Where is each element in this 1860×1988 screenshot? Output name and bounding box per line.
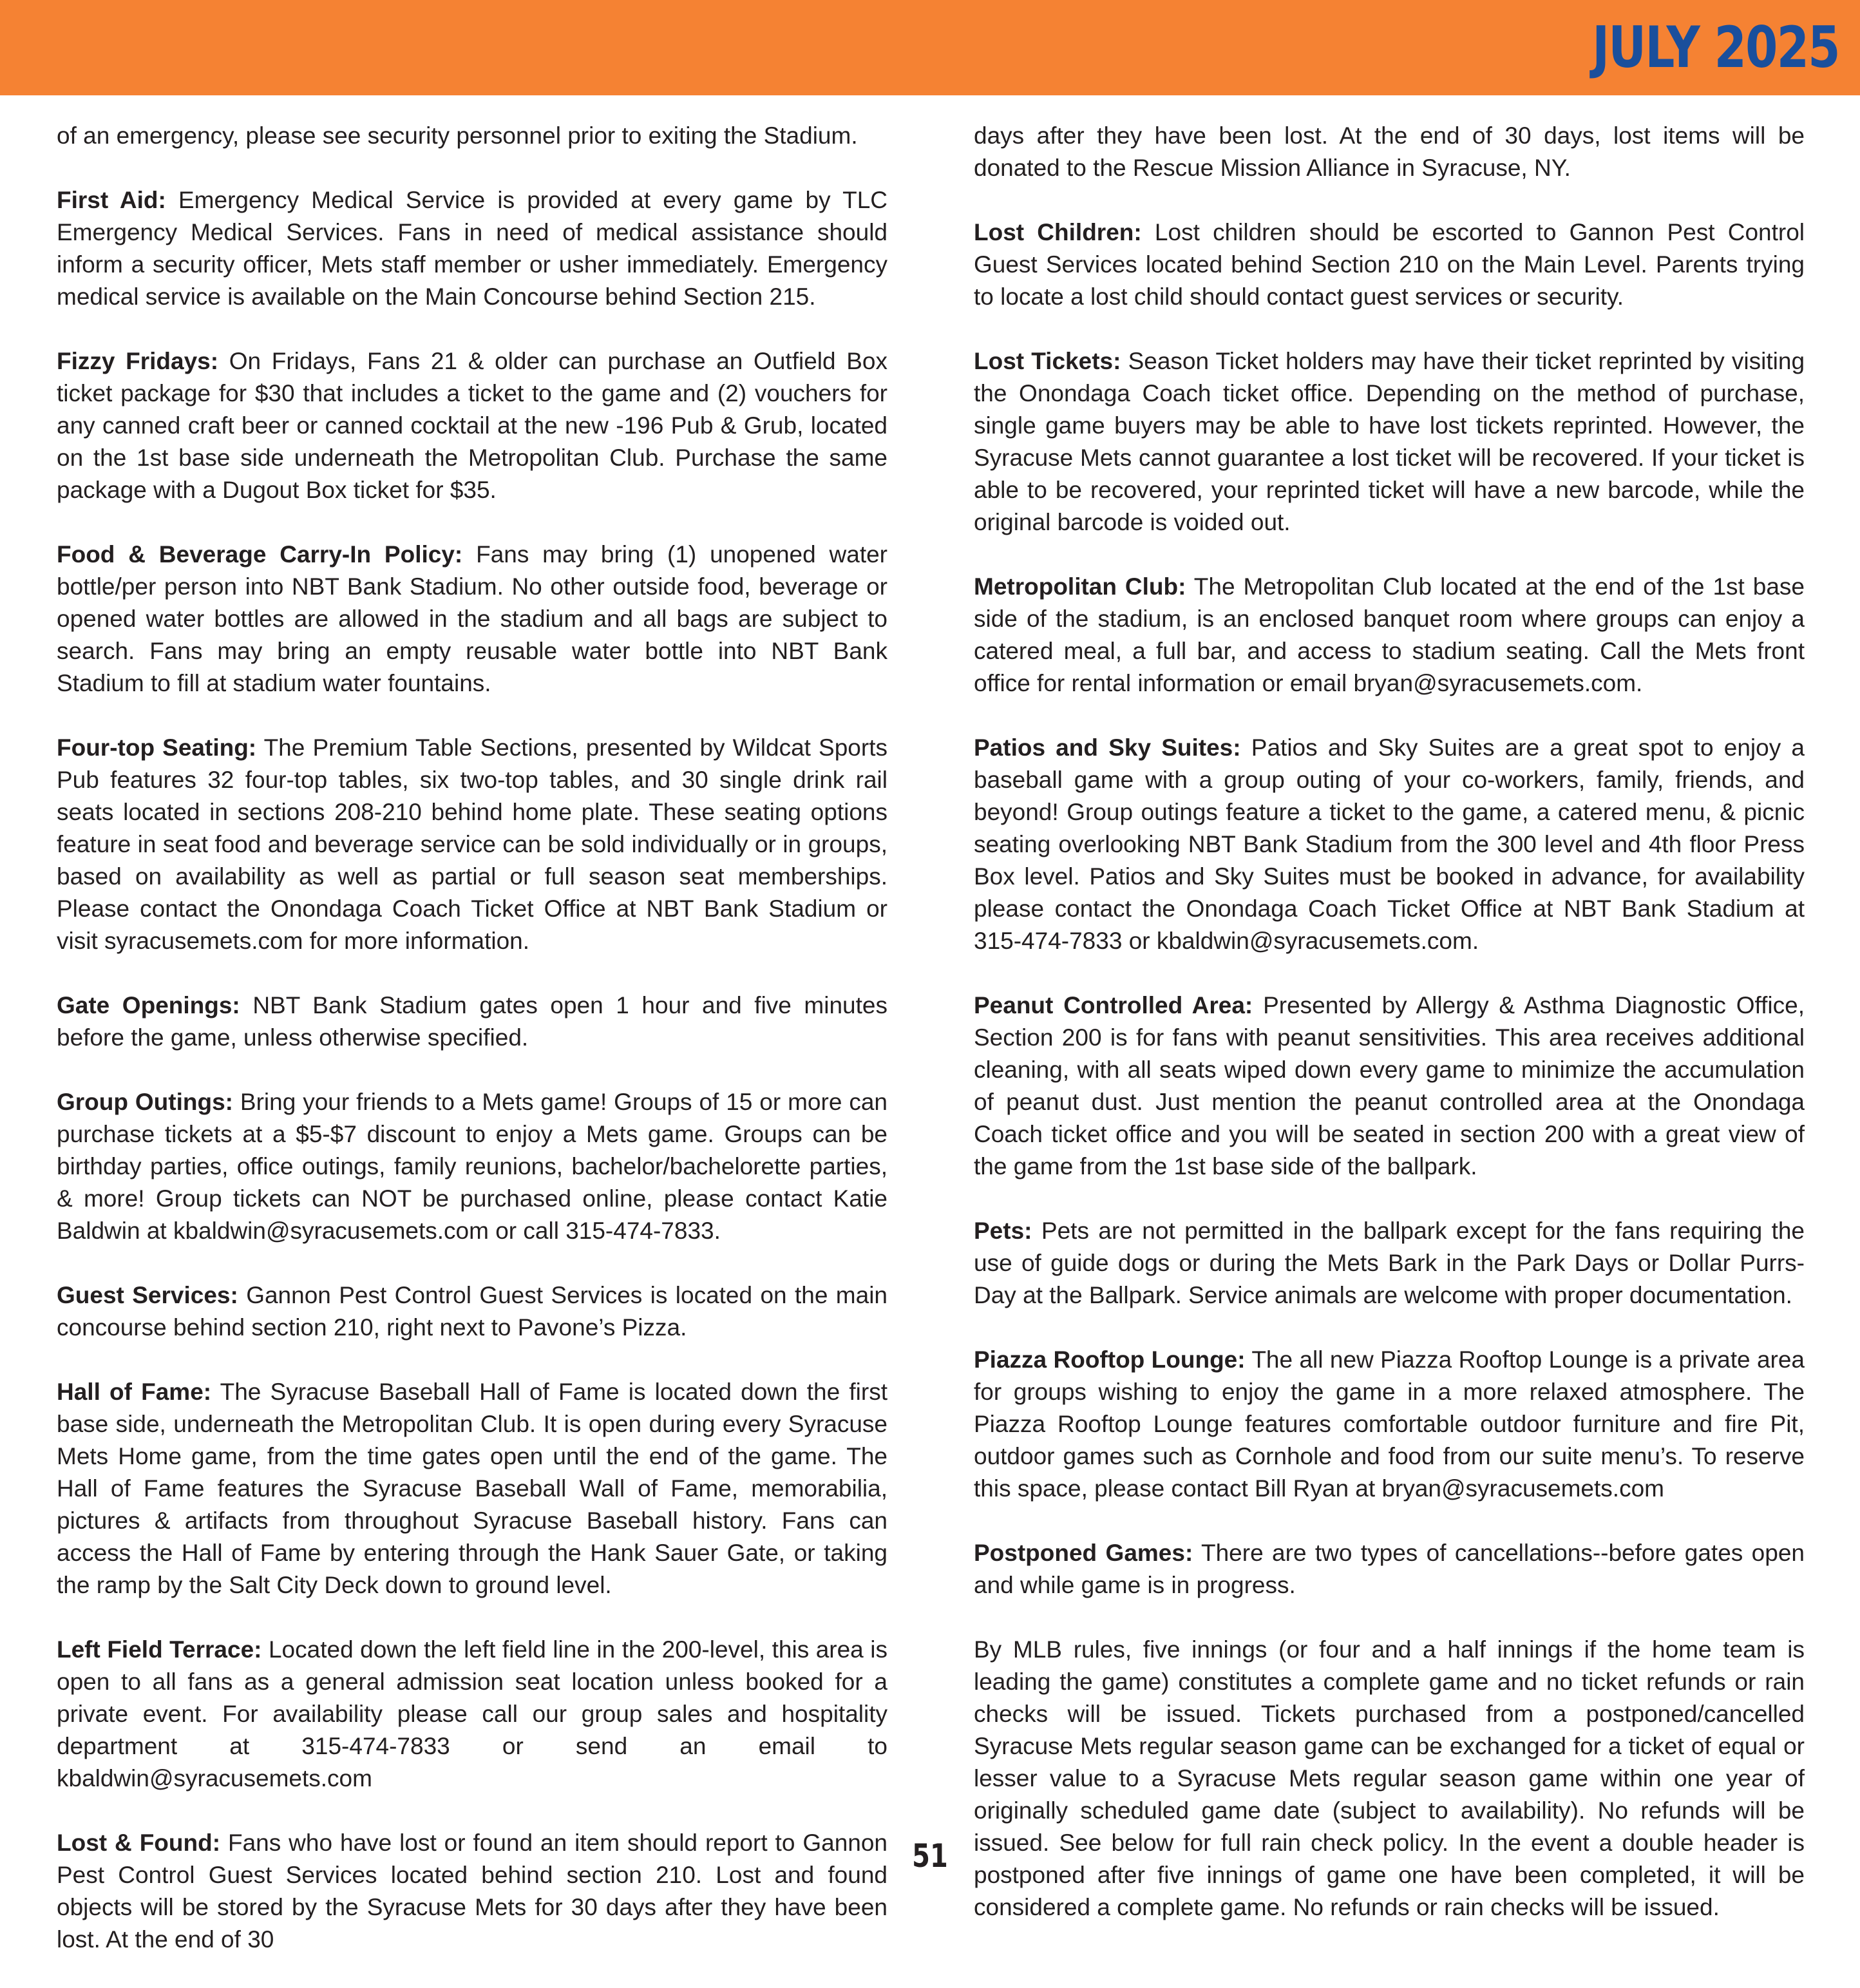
entry-text: Located down the left field line in the 200-level, this area is open to all fans as a general admission seat location unless booked for a private event. For availability please call our group sales and hospitality department at 315-474-7833 or send an email to kbaldwin@syracusemets.com	[57, 1636, 887, 1792]
right-column	[974, 120, 1805, 1956]
entry-text: Gannon Pest Control Guest Services is located on the main concourse behind section 210, right next to Pavone’s Pizza.	[57, 1282, 888, 1341]
list-item	[57, 539, 887, 700]
list-item	[974, 1215, 1805, 1312]
list-item	[974, 732, 1805, 957]
entry-text: Patios and Sky Suites are a great spot to enjoy a baseball game with a group outing of your co-workers, family, friends, and beyond! Group outings feature a ticket to the game, a catered menu, & picnic seating overlooking NBT Bank Stadium from the 300 level and 4th floor Press Box level. Patios and Sky Suites must be booked in advance, for availability please contact the Onondaga Coach Ticket Office at NBT Bank Stadium at 315-474-7833 or kbaldwin@syracusemets.com.	[974, 734, 1805, 954]
entry-text: Season Ticket holders may have their ticket reprinted by visiting the Onondaga Coach ticket office. Depending on the method of purchase, single game buyers may be able to have lost tickets reprinted. However, the Syracuse Mets cannot guarantee a lost ticket will be recovered. If your ticket is able to be recovered, your reprinted ticket will have a new barcode, while the original barcode is voided out.	[974, 348, 1805, 535]
entry-term: Peanut Controlled Area:	[974, 992, 1253, 1018]
entry-text: of an emergency, please see security personnel prior to exiting the Stadium.	[57, 122, 858, 149]
list-item	[57, 184, 887, 313]
header-bar	[0, 0, 1860, 95]
entry-term: Gate Openings:	[57, 992, 240, 1018]
entry-term: Four-top Seating:	[57, 734, 257, 761]
entry-text: The Syracuse Baseball Hall of Fame is located down the first base side, underneath the Metropolitan Club. It is open during every Syracuse Mets Home game, from the time gates open until the end of the game. The Hall of Fame features the Syracuse Baseball Wall of Fame, memorabilia, pictures & artifacts from throughout Syracuse Baseball history. Fans can access the Hall of Fame by entering through the Hank Sauer Gate, or taking the ramp by the Salt City Deck down to ground level.	[57, 1379, 887, 1598]
page-title: JULY 2025	[1592, 14, 1839, 81]
entry-text: Fans who have lost or found an item should report to Gannon Pest Control Guest Services located behind section 210. Lost and found objects will be stored by the Syracuse Mets for 30 days after they have been lost. At the end of 30	[57, 1830, 888, 1953]
entry-term: Hall of Fame:	[57, 1379, 212, 1405]
list-item	[57, 345, 887, 506]
entry-term: Group Outings:	[57, 1089, 233, 1115]
entry-text: The Metropolitan Club located at the end of the 1st base side of the stadium, is an enclosed banquet room where groups can enjoy a catered meal, a full bar, and access to stadium seating. Call the Mets front office for rental information or email bryan@syracusemets.com.	[974, 573, 1805, 696]
entry-term: Left Field Terrace:	[57, 1636, 262, 1663]
entry-text: Lost children should be escorted to Gannon Pest Control Guest Services located behind Section 210 on the Main Level. Parents trying to locate a lost child should contact guest services or security.	[974, 219, 1805, 310]
list-item	[974, 120, 1805, 184]
entry-text: Bring your friends to a Mets game! Groups of 15 or more can purchase tickets at a $5-$7 discount to enjoy a Mets game. Groups can be birthday parties, office outings, family reunions, bachelor/bachelorette parties, & more! Group tickets can NOT be purchased online, please contact Katie Baldwin at kbaldwin@syracusemets.com or call 315-474-7833.	[57, 1089, 887, 1244]
entry-text: days after they have been lost. At the end of 30 days, lost items will be donated to the Rescue Mission Alliance in Syracuse, NY.	[974, 122, 1805, 181]
entry-text: Presented by Allergy & Asthma Diagnostic Office, Section 200 is for fans with peanut sensitivities. This area receives additional cleaning, with all seats wiped down every game to minimize the accumulation of peanut dust. Just mention the peanut controlled area at the Onondaga Coach ticket office and you will be seated in section 200 with a great view of the game from the 1st base side of the ballpark.	[974, 992, 1805, 1180]
entry-term: First Aid:	[57, 187, 166, 213]
entry-text: By MLB rules, five innings (or four and a half innings if the home team is leading the game) constitutes a complete game and no ticket refunds or rain checks will be issued. Tickets purchased from a postponed/cancelled Syracuse Mets regular season game can be exchanged for a ticket of equal or lesser value to a Syracuse Mets regular season game within one year of originally scheduled game date (subject to availability). No refunds will be issued. See below for full rain check policy. In the event a double header is postponed after five innings of game one have been completed, it will be considered a complete game. No refunds or rain checks will be issued.	[974, 1636, 1805, 1920]
entry-text: There are two types of cancellations--before gates open and while game is in progress.	[974, 1540, 1805, 1598]
entry-term: Piazza Rooftop Lounge:	[974, 1346, 1246, 1373]
entry-term: Lost Tickets:	[974, 348, 1121, 374]
list-item	[974, 1537, 1805, 1601]
list-item	[57, 989, 887, 1054]
entry-text: On Fridays, Fans 21 & older can purchase an Outfield Box ticket package for $30 that includes a ticket to the game and (2) vouchers for any canned craft beer or canned cocktail at the new -196 Pub & Grub, located on the 1st base side underneath the Metropolitan Club. Purchase the same package with a Dugout Box ticket for $35.	[57, 348, 887, 503]
entry-text: Emergency Medical Service is provided at every game by TLC Emergency Medical Services. Fans in need of medical assistance should inform a security officer, Mets staff member or usher immediately. Emergency medical service is available on the Main Concourse behind Section 215.	[57, 187, 887, 310]
entry-term: Patios and Sky Suites:	[974, 734, 1241, 761]
entry-text: NBT Bank Stadium gates open 1 hour and five minutes before the game, unless otherwise specified.	[57, 992, 887, 1051]
entry-text: The all new Piazza Rooftop Lounge is a private area for groups wishing to enjoy the game in a more relaxed atmosphere. The Piazza Rooftop Lounge features comfortable outdoor furniture and fire Pit, outdoor games such as Cornhole and food from our suite menu’s. To reserve this space, please contact Bill Ryan at bryan@syracusemets.com	[974, 1346, 1805, 1502]
entry-term: Pets:	[974, 1218, 1032, 1244]
page-number: 51	[912, 1837, 948, 1875]
list-item	[57, 1086, 887, 1247]
entry-term: Lost & Found:	[57, 1830, 221, 1856]
list-item	[974, 571, 1805, 700]
entry-text: Fans may bring (1) unopened water bottle/per person into NBT Bank Stadium. No other outside food, beverage or opened water bottles are allowed in the stadium and all bags are subject to search. Fans may bring an empty reusable water bottle into NBT Bank Stadium to fill at stadium water fountains.	[57, 541, 887, 696]
list-item	[57, 1376, 887, 1601]
entry-term: Food & Beverage Carry-In Policy:	[57, 541, 463, 568]
entry-term: Guest Services:	[57, 1282, 238, 1308]
list-item	[57, 1634, 887, 1795]
entry-text: Pets are not permitted in the ballpark except for the fans requiring the use of guide dogs or during the Mets Bark in the Park Days or Dollar Purrs-Day at the Ballpark. Service animals are welcome with proper documentation.	[974, 1218, 1805, 1308]
list-item	[57, 1827, 887, 1956]
list-item	[974, 1344, 1805, 1505]
list-item	[974, 1634, 1805, 1924]
list-item	[974, 216, 1805, 313]
list-item	[57, 1279, 887, 1344]
left-column	[57, 120, 887, 1988]
list-item	[974, 989, 1805, 1183]
entry-term: Postponed Games:	[974, 1540, 1193, 1566]
list-item	[57, 732, 887, 957]
entry-term: Fizzy Fridays:	[57, 348, 219, 374]
entry-text: The Premium Table Sections, presented by Wildcat Sports Pub features 32 four-top tables, six two-top tables, and 30 single drink rail seats located in sections 208-210 behind home plate. These seating options feature in seat food and beverage service can be sold individually or in groups, based on availability as well as partial or full season seat memberships. Please contact the Onondaga Coach Ticket Office at NBT Bank Stadium or visit syracusemets.com for more information.	[57, 734, 887, 954]
list-item	[974, 345, 1805, 539]
entry-term: Metropolitan Club:	[974, 573, 1186, 600]
entry-term: Lost Children:	[974, 219, 1142, 245]
list-item	[57, 120, 887, 152]
